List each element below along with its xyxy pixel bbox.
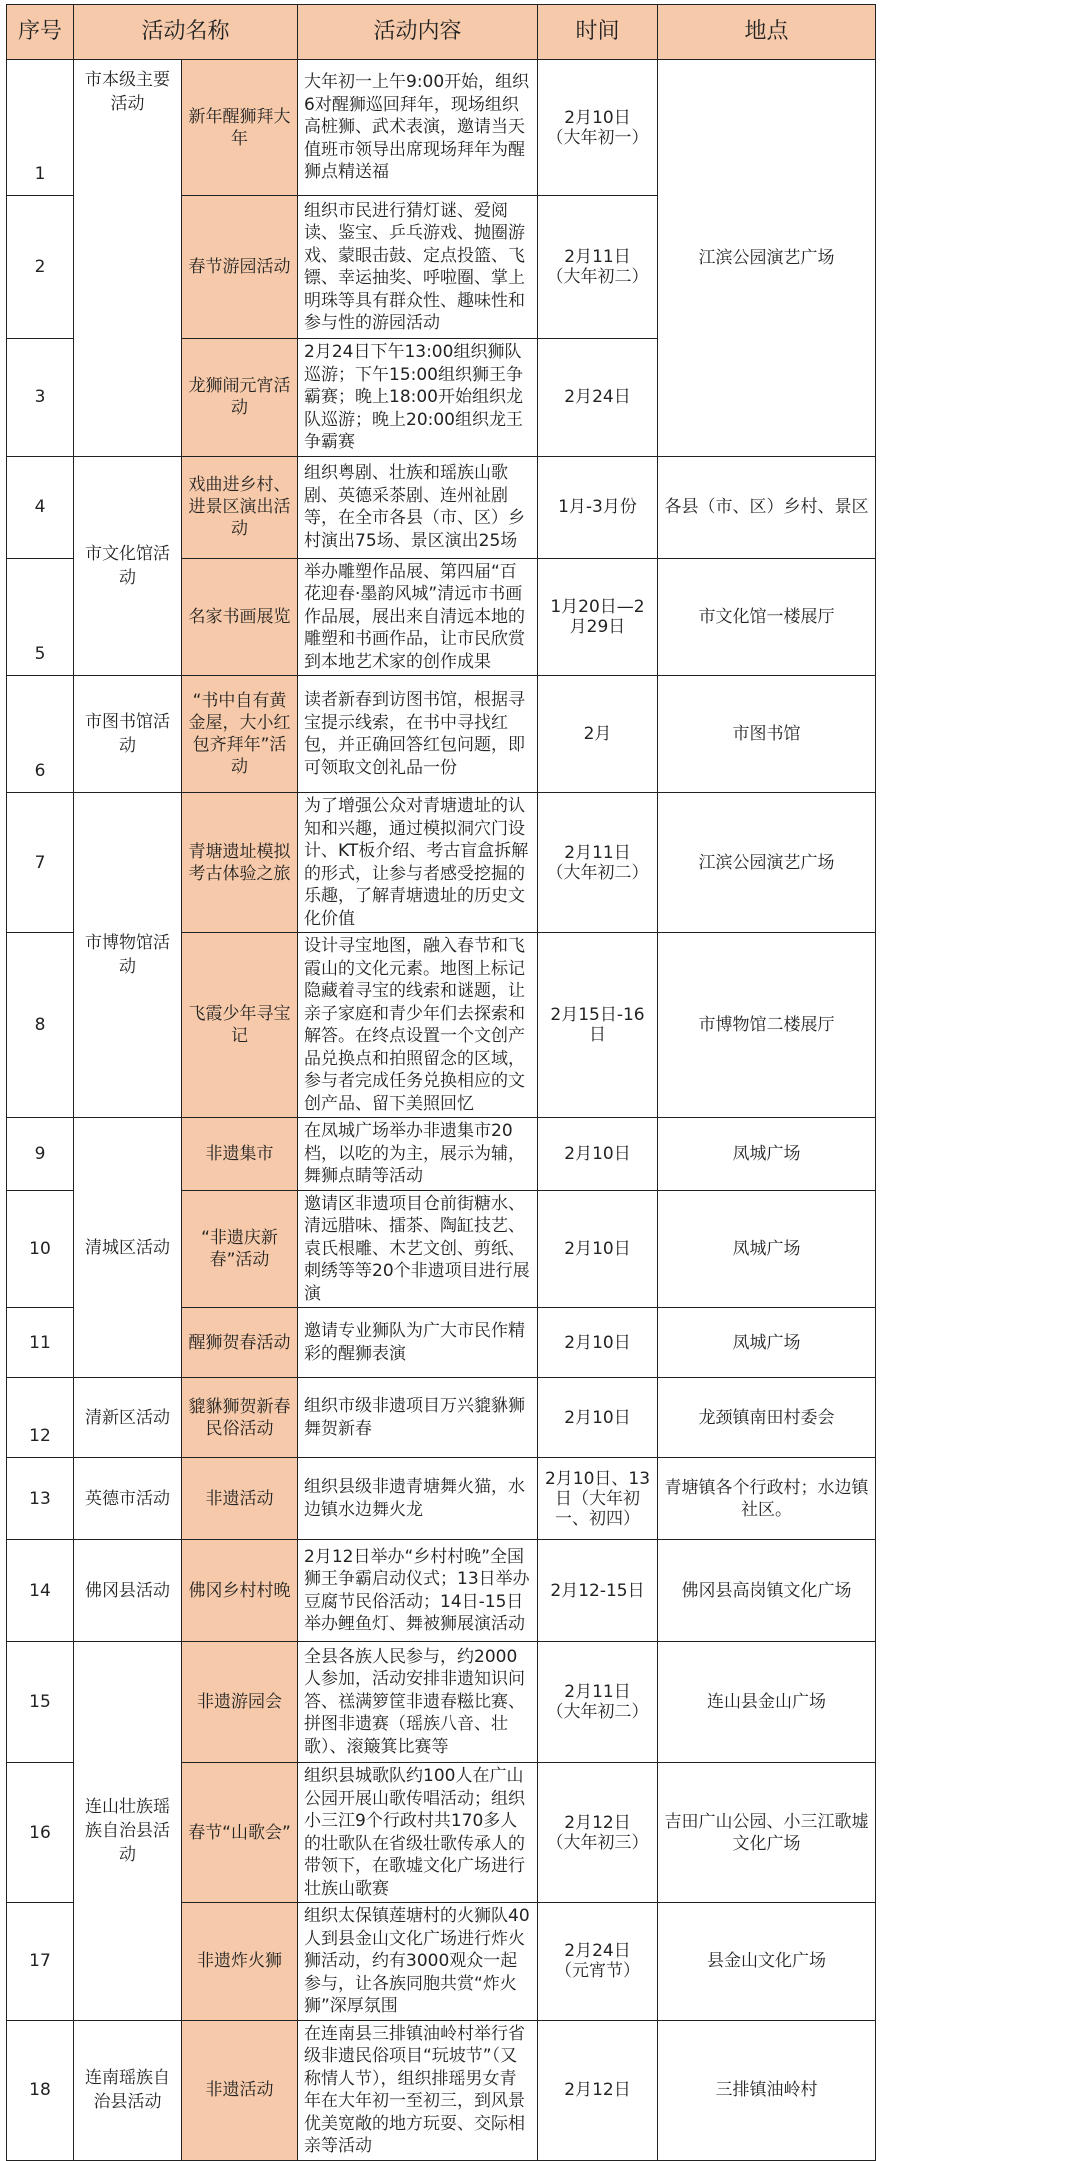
header-content: 活动内容 [298, 5, 538, 60]
row-seq: 13 [7, 1458, 74, 1540]
activity-content: 组织市级非遗项目万兴貔貅狮舞贺新春 [298, 1378, 538, 1458]
activity-content: 2月12日举办“乡村村晚”全国狮王争霸启动仪式；13日举办豆腐节民俗活动；14日-15日举办鲤鱼灯、舞被狮展演活动 [298, 1540, 538, 1642]
activity-name: 名家书画展览 [182, 558, 298, 676]
activity-name: “书中自有黄金屋，大小红包齐拜年”活动 [182, 676, 298, 793]
activity-content: 组织县级非遗青塘舞火猫，水边镇水边舞火龙 [298, 1458, 538, 1540]
activity-time: 1月-3月份 [538, 456, 658, 558]
activity-time: 2月10日 [538, 1308, 658, 1378]
activity-content: 全县各族人民参与，约2000人参加，活动安排非遗知识问答、禚满箩筐非遗春糍比赛、拼图非遗赛（瑶族八音、壮歌）、滚簸箕比赛等 [298, 1642, 538, 1763]
group-name: 佛冈县活动 [74, 1540, 182, 1642]
activity-time: 1月20日—2月29日 [538, 558, 658, 676]
row-seq: 3 [7, 339, 74, 457]
group-name: 清新区活动 [74, 1378, 182, 1458]
activity-name: 醒狮贺春活动 [182, 1308, 298, 1378]
group-name: 英德市活动 [74, 1458, 182, 1540]
activity-place: 江滨公园演艺广场 [658, 793, 876, 933]
activity-table [6, 4, 876, 2161]
header-place: 地点 [658, 5, 876, 60]
row-seq: 1 [7, 60, 74, 196]
activity-time: 2月12日 （大年初三） [538, 1763, 658, 1903]
header-seq: 序号 [7, 5, 74, 60]
table-row [7, 1642, 876, 1763]
row-seq: 4 [7, 456, 74, 558]
table-row [7, 793, 876, 933]
activity-place: 凤城广场 [658, 1190, 876, 1308]
row-seq: 6 [7, 676, 74, 793]
activity-time: 2月10日 [538, 1378, 658, 1458]
activity-time: 2月 [538, 676, 658, 793]
activity-name: 貔貅狮贺新春民俗活动 [182, 1378, 298, 1458]
activity-content: 在连南县三排镇油岭村举行省级非遗民俗项目“玩坡节”（又称情人节），组织排瑶男女青年在大年初一至初三，到风景优美宽敞的地方玩耍、交际相亲等活动 [298, 2020, 538, 2160]
activity-place: 市图书馆 [658, 676, 876, 793]
row-seq: 12 [7, 1378, 74, 1458]
activity-time: 2月11日 （大年初二） [538, 793, 658, 933]
table-row [7, 1378, 876, 1458]
activity-place: 江滨公园演艺广场 [658, 60, 876, 457]
row-seq: 17 [7, 1903, 74, 2021]
activity-time: 2月24日 （元宵节） [538, 1903, 658, 2021]
group-name: 清城区活动 [74, 1118, 182, 1378]
row-seq: 9 [7, 1118, 74, 1191]
table-row [7, 456, 876, 558]
activity-content: 组织市民进行猜灯谜、爱阅读、鉴宝、乒乓游戏、抛圈游戏、蒙眼击鼓、定点投篮、飞镖、幸运抽奖、呼啦圈、掌上明珠等具有群众性、趣味性和参与性的游园活动 [298, 196, 538, 339]
activity-place: 连山县金山广场 [658, 1642, 876, 1763]
activity-place: 龙颈镇南田村委会 [658, 1378, 876, 1458]
row-seq: 15 [7, 1642, 74, 1763]
activity-content: 邀请专业狮队为广大市民作精彩的醒狮表演 [298, 1308, 538, 1378]
activity-place: 凤城广场 [658, 1308, 876, 1378]
activity-name: 戏曲进乡村、进景区演出活动 [182, 456, 298, 558]
group-name: 市本级主要活动 [74, 60, 182, 457]
table-row [7, 2020, 876, 2160]
activity-table-wrapper [6, 4, 876, 2161]
table-row [7, 1540, 876, 1642]
group-name: 市博物馆活动 [74, 793, 182, 1118]
row-seq: 18 [7, 2020, 74, 2160]
activity-place: 佛冈县高岗镇文化广场 [658, 1540, 876, 1642]
activity-time: 2月10日 [538, 1118, 658, 1191]
activity-name: 青塘遗址模拟考古体验之旅 [182, 793, 298, 933]
activity-place: 凤城广场 [658, 1118, 876, 1191]
table-row [7, 676, 876, 793]
activity-content: 组织县城歌队约100人在广山公园开展山歌传唱活动；组织小三江9个行政村共170多人的壮歌队在省级壮歌传承人的带领下，在歌墟文化广场进行壮族山歌赛 [298, 1763, 538, 1903]
activity-name: 非遗炸火狮 [182, 1903, 298, 2021]
activity-time: 2月10日、13日（大年初一、初四） [538, 1458, 658, 1540]
activity-place: 吉田广山公园、小三江歌墟文化广场 [658, 1763, 876, 1903]
row-seq: 7 [7, 793, 74, 933]
group-name: 市文化馆活动 [74, 456, 182, 676]
activity-place: 市博物馆二楼展厅 [658, 933, 876, 1118]
activity-time: 2月10日 （大年初一） [538, 60, 658, 196]
header-name: 活动名称 [74, 5, 298, 60]
activity-name: 龙狮闹元宵活动 [182, 339, 298, 457]
activity-name: 非遗活动 [182, 2020, 298, 2160]
activity-name: 春节“山歌会” [182, 1763, 298, 1903]
table-row [7, 60, 876, 196]
activity-content: 组织粤剧、壮族和瑶族山歌剧、英德采茶剧、连州祉剧等，在全市各县（市、区）乡村演出75场、景区演出25场 [298, 456, 538, 558]
activity-name: 非遗活动 [182, 1458, 298, 1540]
table-row [7, 1458, 876, 1540]
activity-content: 为了增强公众对青塘遗址的认知和兴趣，通过模拟洞穴门设计、KT板介绍、考古盲盒拆解的形式，让参与者感受挖掘的乐趣，了解青塘遗址的历史文化价值 [298, 793, 538, 933]
activity-place: 三排镇油岭村 [658, 2020, 876, 2160]
activity-time: 2月12-15日 [538, 1540, 658, 1642]
activity-name: “非遗庆新春”活动 [182, 1190, 298, 1308]
group-name: 市图书馆活动 [74, 676, 182, 793]
activity-name: 春节游园活动 [182, 196, 298, 339]
activity-time: 2月11日 （大年初二） [538, 196, 658, 339]
header-row [7, 5, 876, 60]
activity-place: 县金山文化广场 [658, 1903, 876, 2021]
activity-content: 大年初一上午9:00开始，组织6对醒狮巡回拜年，现场组织高桩狮、武术表演，邀请当天值班市领导出席现场拜年为醒狮点精送福 [298, 60, 538, 196]
row-seq: 10 [7, 1190, 74, 1308]
activity-content: 举办雕塑作品展、第四届“百花迎春·墨韵风城”清远市书画作品展，展出来自清远本地的雕塑和书画作品，让市民欣赏到本地艺术家的创作成果 [298, 558, 538, 676]
activity-content: 读者新春到访图书馆，根据寻宝提示线索，在书中寻找红包，并正确回答红包问题，即可领取文创礼品一份 [298, 676, 538, 793]
activity-time: 2月10日 [538, 1190, 658, 1308]
activity-place: 各县（市、区）乡村、景区 [658, 456, 876, 558]
header-time: 时间 [538, 5, 658, 60]
activity-time: 2月11日 （大年初二） [538, 1642, 658, 1763]
table-row [7, 1118, 876, 1191]
activity-time: 2月24日 [538, 339, 658, 457]
activity-content: 在凤城广场举办非遗集市20档，以吃的为主，展示为辅，舞狮点睛等活动 [298, 1118, 538, 1191]
row-seq: 16 [7, 1763, 74, 1903]
activity-content: 组织太保镇莲塘村的火狮队40人到县金山文化广场进行炸火狮活动，约有3000观众一起参与，让各族同胞共赏“炸火狮”深厚氛围 [298, 1903, 538, 2021]
row-seq: 11 [7, 1308, 74, 1378]
activity-name: 飞霞少年寻宝记 [182, 933, 298, 1118]
activity-content: 2月24日下午13:00组织狮队巡游；下午15:00组织狮王争霸赛；晚上18:00开始组织龙队巡游；晚上20:00组织龙王争霸赛 [298, 339, 538, 457]
group-name: 连南瑶族自治县活动 [74, 2020, 182, 2160]
row-seq: 2 [7, 196, 74, 339]
activity-place: 市文化馆一楼展厅 [658, 558, 876, 676]
activity-name: 非遗集市 [182, 1118, 298, 1191]
row-seq: 8 [7, 933, 74, 1118]
activity-content: 邀请区非遗项目仓前街糖水、清远腊味、擂茶、陶缸技艺、袁氏根雕、木艺文创、剪纸、刺绣等等20个非遗项目进行展演 [298, 1190, 538, 1308]
activity-name: 新年醒狮拜大年 [182, 60, 298, 196]
activity-content: 设计寻宝地图，融入春节和飞霞山的文化元素。地图上标记隐藏着寻宝的线索和谜题，让亲子家庭和青少年们去探索和解答。在终点设置一个文创产品兑换点和拍照留念的区域，参与者完成任务兑换相应的文创产品、留下美照回忆 [298, 933, 538, 1118]
activity-time: 2月15日-16日 [538, 933, 658, 1118]
activity-place: 青塘镇各个行政村；水边镇社区。 [658, 1458, 876, 1540]
row-seq: 14 [7, 1540, 74, 1642]
activity-name: 非遗游园会 [182, 1642, 298, 1763]
activity-name: 佛冈乡村村晚 [182, 1540, 298, 1642]
row-seq: 5 [7, 558, 74, 676]
activity-time: 2月12日 [538, 2020, 658, 2160]
group-name: 连山壮族瑶族自治县活动 [74, 1642, 182, 2021]
